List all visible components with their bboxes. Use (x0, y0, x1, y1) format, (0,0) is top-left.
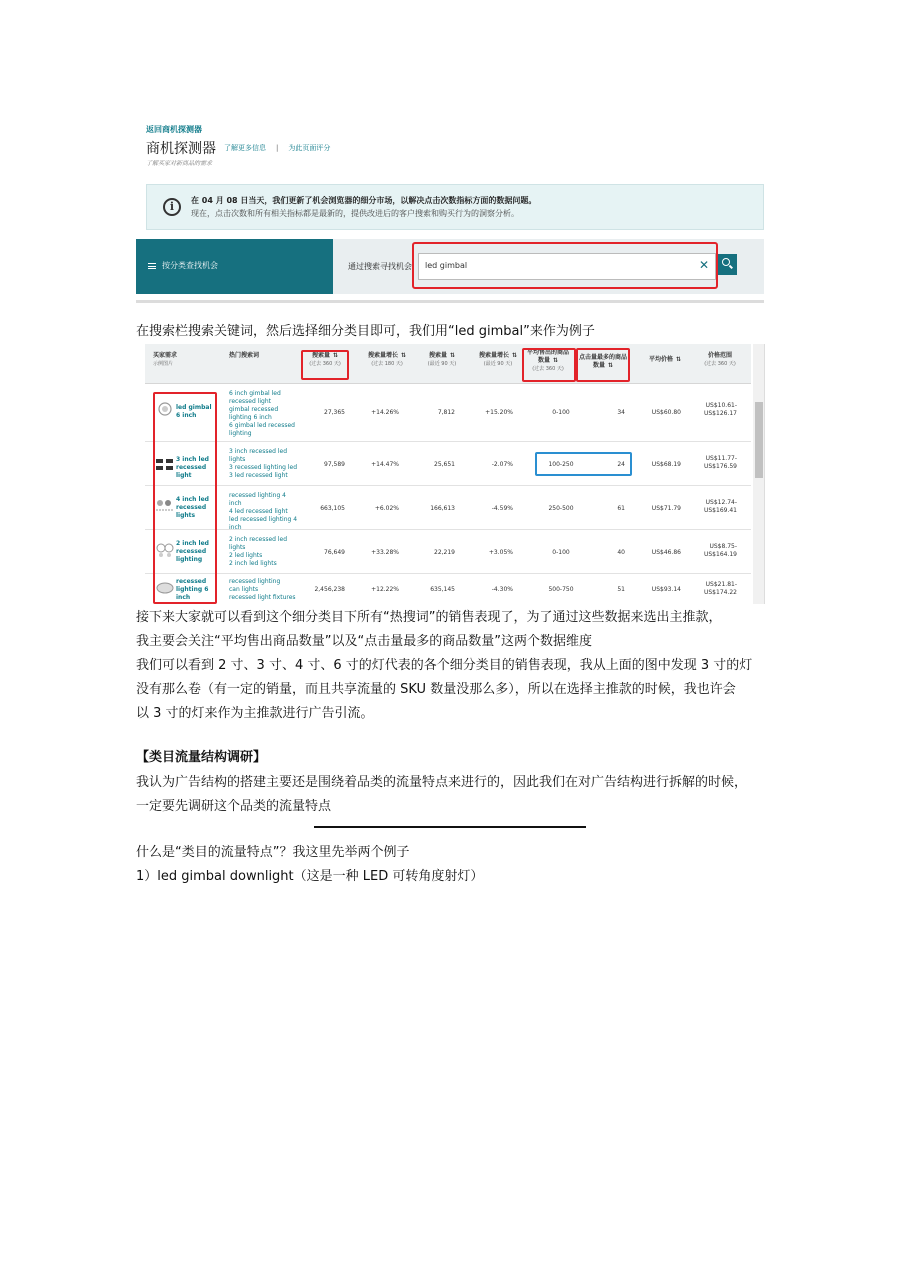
link-separator: | (276, 144, 279, 152)
th-niche[interactable]: 买家需求 示例图片 (153, 352, 178, 367)
top-clicked-count: 40 (617, 549, 625, 556)
niche-name[interactable]: 2 inch led recessed lighting (176, 540, 209, 563)
search-growth: +12.22% (371, 586, 399, 593)
top-clicked-count: 24 (617, 461, 625, 468)
table-row[interactable] (145, 530, 751, 574)
search-growth: +14.47% (371, 461, 399, 468)
learn-more-link[interactable]: 了解更多信息 (224, 144, 266, 152)
sort-icon: ⇅ (552, 357, 559, 364)
paragraph-1: 在搜索栏搜索关键词，然后选择细分类目即可，我们用“led gimbal”来作为例子 (136, 324, 595, 339)
notice-line-2: 现在，点击次数和所有相关指标都是最新的，提供改进后的客户搜索和购买行为的洞察分析。 (191, 209, 519, 218)
sort-icon: ⇅ (675, 356, 682, 363)
highlight-top-clicked (576, 348, 630, 382)
search-volume: 663,105 (320, 505, 345, 512)
table-header (145, 344, 751, 384)
hot-keywords: 3 inch recessed led lights 3 recessed lighting led 3 led recessed light (229, 448, 298, 479)
th-search-volume-90[interactable]: 搜索量 ⇅ (最近 90 天) (427, 352, 457, 367)
search-volume-90: 22,219 (434, 549, 455, 556)
paragraph-2-line-3: 我们可以看到 2 寸、3 寸、4 寸、6 寸的灯代表的各个细分类目的销售表现，我从上面的图中发现 3 寸的灯 (136, 658, 753, 673)
search-volume: 2,456,238 (314, 586, 345, 593)
niche-name[interactable]: 3 inch led recessed light (176, 456, 209, 479)
avg-price: US$60.80 (651, 409, 681, 416)
page-title: 商机探测器 (146, 141, 216, 157)
niche-name[interactable]: 4 inch led recessed lights (176, 496, 209, 519)
sort-icon: ⇅ (607, 362, 614, 369)
avg-price: US$93.14 (651, 586, 681, 593)
paragraph-2-line-5: 以 3 寸的灯来作为主推款进行广告引流。 (136, 706, 374, 721)
menu-icon (148, 263, 156, 269)
th-hot-keywords[interactable]: 热门搜索词 (229, 352, 260, 359)
hot-keywords: recessed lighting 4 inch 4 led recessed light led recessed lighting 4 inch (229, 492, 298, 531)
th-search-volume[interactable]: 搜索量 ⇅ (过去 360 天) (309, 352, 341, 367)
section-heading: 【类目流量结构调研】 (136, 750, 267, 765)
search-growth: +14.26% (371, 409, 399, 416)
search-input-value: led gimbal (425, 261, 468, 270)
scrollbar-thumb[interactable] (755, 402, 763, 478)
search-button[interactable] (717, 254, 737, 275)
explorer-screenshot (136, 118, 764, 324)
price-range: US$8.75-US$164.19 (703, 543, 737, 558)
top-clicked-count: 34 (617, 409, 625, 416)
price-range: US$10.61-US$126.17 (703, 402, 737, 417)
growth-90: -4.30% (491, 586, 513, 593)
avg-units-sold: 0-100 (552, 409, 570, 416)
th-top-clicked[interactable]: 点击量最多的商品数量 ⇅ (578, 354, 627, 369)
highlight-search-volume (301, 350, 349, 380)
highlight-avg-units (522, 348, 576, 382)
avg-units-sold: 100-250 (548, 461, 574, 468)
category-finder-label: 按分类查找机会 (162, 261, 218, 270)
rate-page-link[interactable]: 为此页面评分 (288, 144, 331, 152)
table-row[interactable] (145, 574, 751, 604)
avg-price: US$68.19 (651, 461, 681, 468)
search-icon (722, 258, 730, 266)
avg-units-sold: 250-500 (548, 505, 574, 512)
update-notice (146, 184, 764, 230)
niche-table-screenshot (145, 344, 765, 604)
header-links (224, 143, 330, 153)
cutoff-edge (136, 300, 764, 303)
paragraph-2-line-4: 没有那么卷（有一定的销量，而且共享流量的 SKU 数量没那么多），所以在选择主推款的时候，我也许会 (136, 682, 736, 697)
search-volume-90: 7,812 (437, 409, 455, 416)
sort-icon: ⇅ (332, 352, 339, 359)
search-volume: 76,649 (324, 549, 345, 556)
info-icon: i (163, 198, 181, 216)
search-volume-90: 25,651 (434, 461, 455, 468)
table-row[interactable] (145, 486, 751, 530)
search-growth: +33.28% (371, 549, 399, 556)
growth-90: +15.20% (485, 409, 513, 416)
growth-90: -4.59% (491, 505, 513, 512)
avg-price: US$46.86 (651, 549, 681, 556)
hot-keywords: 2 inch recessed led lights 2 led lights 2 inch led lights (229, 536, 288, 567)
avg-price: US$71.79 (651, 505, 681, 512)
th-growth-90[interactable]: 搜索量增长 ⇅ (最近 90 天) (478, 352, 518, 367)
category-finder-button[interactable] (136, 239, 333, 294)
table-scrollbar[interactable] (753, 344, 765, 604)
sort-icon: ⇅ (511, 352, 518, 359)
th-search-growth[interactable]: 搜索量增长 ⇅ (过去 180 天) (367, 352, 407, 367)
paragraph-5: 1）led gimbal downlight（这是一种 LED 可转角度射灯） (136, 869, 484, 884)
back-link[interactable]: 返回商机探测器 (146, 125, 202, 134)
price-range: US$11.77-US$176.59 (703, 455, 737, 470)
niche-name[interactable]: led gimbal 6 inch (176, 404, 212, 419)
top-clicked-count: 61 (617, 505, 625, 512)
highlight-3inch-metrics (535, 452, 632, 476)
section-divider (314, 826, 586, 828)
search-volume: 27,365 (324, 409, 345, 416)
search-volume-90: 635,145 (430, 586, 455, 593)
sort-icon: ⇅ (449, 352, 456, 359)
price-range: US$21.81-US$174.22 (703, 581, 737, 596)
growth-90: -2.07% (491, 461, 513, 468)
th-avg-units-sold[interactable]: 平均售出的商品数量 ⇅ (过去 360 天) (526, 349, 569, 372)
sort-icon: ⇅ (400, 352, 407, 359)
hot-keywords: recessed lighting can lights recessed light fixtures (229, 578, 296, 601)
avg-units-sold: 500-750 (548, 586, 574, 593)
search-highlight-box (412, 242, 718, 289)
page-subtitle: 了解买家对新商品的需求 (146, 160, 213, 167)
growth-90: +3.05% (488, 549, 513, 556)
paragraph-2-line-2: 我主要会关注“平均售出商品数量”以及“点击量最多的商品数量”这两个数据维度 (136, 634, 592, 649)
notice-line-1: 在 04 月 08 日当天，我们更新了机会浏览器的细分市场，以解决点击次数指标方面的数据问题。 (191, 196, 537, 205)
paragraph-2-line-1: 接下来大家就可以看到这个细分类目下所有“热搜词”的销售表现了，为了通过这些数据来选出主推款， (136, 610, 722, 625)
search-volume-90: 166,613 (430, 505, 455, 512)
th-avg-price[interactable]: 平均价格 ⇅ (648, 356, 682, 363)
table-row[interactable] (145, 442, 751, 486)
table-row[interactable] (145, 384, 751, 442)
top-clicked-count: 51 (617, 586, 625, 593)
avg-units-sold: 0-100 (552, 549, 570, 556)
paragraph-4: 什么是“类目的流量特点”？我这里先举两个例子 (136, 845, 410, 860)
paragraph-3-line-2: 一定要先调研这个品类的流量特点 (136, 799, 332, 814)
search-volume: 97,589 (324, 461, 345, 468)
search-growth: +6.02% (374, 505, 399, 512)
keyword-search-label: 通过搜索寻找机会 (348, 262, 412, 271)
hot-keywords: 6 inch gimbal led recessed light gimbal recessed lighting 6 inch 6 gimbal led recessed lighting (229, 390, 295, 437)
niche-name[interactable]: recessed lighting 6 inch (176, 578, 209, 601)
price-range: US$12.74-US$169.41 (703, 499, 737, 514)
highlight-niche-column (153, 392, 217, 604)
th-price-range[interactable]: 价格范围 (过去 360 天) (704, 352, 736, 367)
paragraph-3-line-1: 我认为广告结构的搭建主要还是围绕着品类的流量特点来进行的，因此我们在对广告结构进行拆解的时候， (136, 775, 748, 790)
clear-icon[interactable]: ✕ (698, 258, 709, 272)
